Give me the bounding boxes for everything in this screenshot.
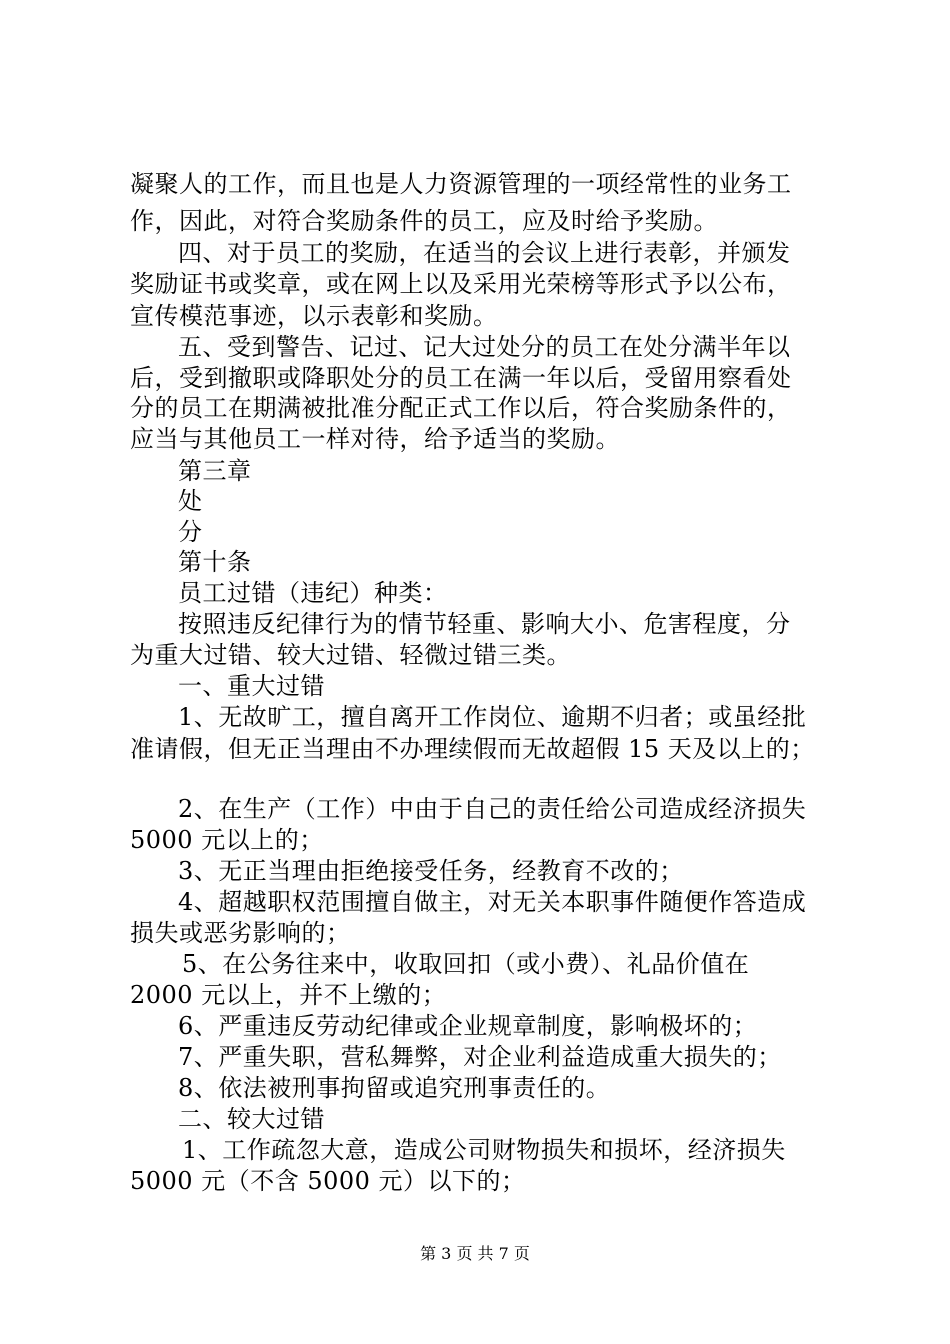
list-item: 8、依法被刑事拘留或追究刑事责任的。 xyxy=(178,1074,611,1102)
list-item: 5000 元以上的； xyxy=(130,826,324,854)
text-line: 分的员工在期满被批准分配正式工作以后，符合奖励条件的， xyxy=(130,394,792,422)
page-number-footer: 第 3 页 共 7 页 xyxy=(420,1244,530,1263)
list-item: 7、严重失职，营私舞弊，对企业利益造成重大损失的； xyxy=(178,1043,782,1071)
list-item: 1、工作疏忽大意，造成公司财物损失和损坏，经济损失 xyxy=(182,1136,786,1164)
chapter-title-char: 分 xyxy=(178,518,203,546)
section-heading: 员工过错（违纪）种类： xyxy=(178,579,448,607)
text-line: 后，受到撤职或降职处分的员工在满一年以后，受留用察看处 xyxy=(130,364,792,392)
chapter-heading: 第三章 xyxy=(178,457,252,485)
text-line: 四、对于员工的奖励，在适当的会议上进行表彰，并颁发 xyxy=(178,239,791,267)
text-line: 作，因此，对符合奖励条件的员工，应及时给予奖励。 xyxy=(130,207,718,235)
list-item: 2000 元以上，并不上缴的； xyxy=(130,981,447,1009)
section-heading: 一、重大过错 xyxy=(178,672,325,700)
list-item: 1、无故旷工，擅自离开工作岗位、逾期不归者；或虽经批 xyxy=(178,703,807,731)
section-heading: 二、较大过错 xyxy=(178,1105,325,1133)
list-item: 损失或恶劣影响的； xyxy=(130,919,351,947)
list-item: 6、严重违反劳动纪律或企业规章制度，影响极坏的； xyxy=(178,1012,758,1040)
text-line: 按照违反纪律行为的情节轻重、影响大小、危害程度，分 xyxy=(178,610,791,638)
text-line: 五、受到警告、记过、记大过处分的员工在处分满半年以 xyxy=(178,333,791,361)
article-heading: 第十条 xyxy=(178,548,252,576)
text-line: 奖励证书或奖章，或在网上以及采用光荣榜等形式予以公布， xyxy=(130,270,792,298)
list-item: 2、在生产（工作）中由于自己的责任给公司造成经济损失 xyxy=(178,795,807,823)
text-line: 应当与其他员工一样对待，给予适当的奖励。 xyxy=(130,425,620,453)
list-item: 4、超越职权范围擅自做主，对无关本职事件随便作答造成 xyxy=(178,888,807,916)
text-line: 凝聚人的工作，而且也是人力资源管理的一项经常性的业务工 xyxy=(130,170,792,198)
text-line: 宣传模范事迹，以示表彰和奖励。 xyxy=(130,302,498,330)
list-item: 3、无正当理由拒绝接受任务，经教育不改的； xyxy=(178,857,684,885)
chapter-title-char: 处 xyxy=(178,487,203,515)
list-item: 准请假，但无正当理由不办理续假而无故超假 15 天及以上的； xyxy=(130,735,815,763)
list-item: 5000 元（不含 5000 元）以下的； xyxy=(130,1167,526,1195)
list-item: 5、在公务往来中，收取回扣（或小费）、礼品价值在 xyxy=(182,950,750,978)
text-line: 为重大过错、较大过错、轻微过错三类。 xyxy=(130,641,571,669)
